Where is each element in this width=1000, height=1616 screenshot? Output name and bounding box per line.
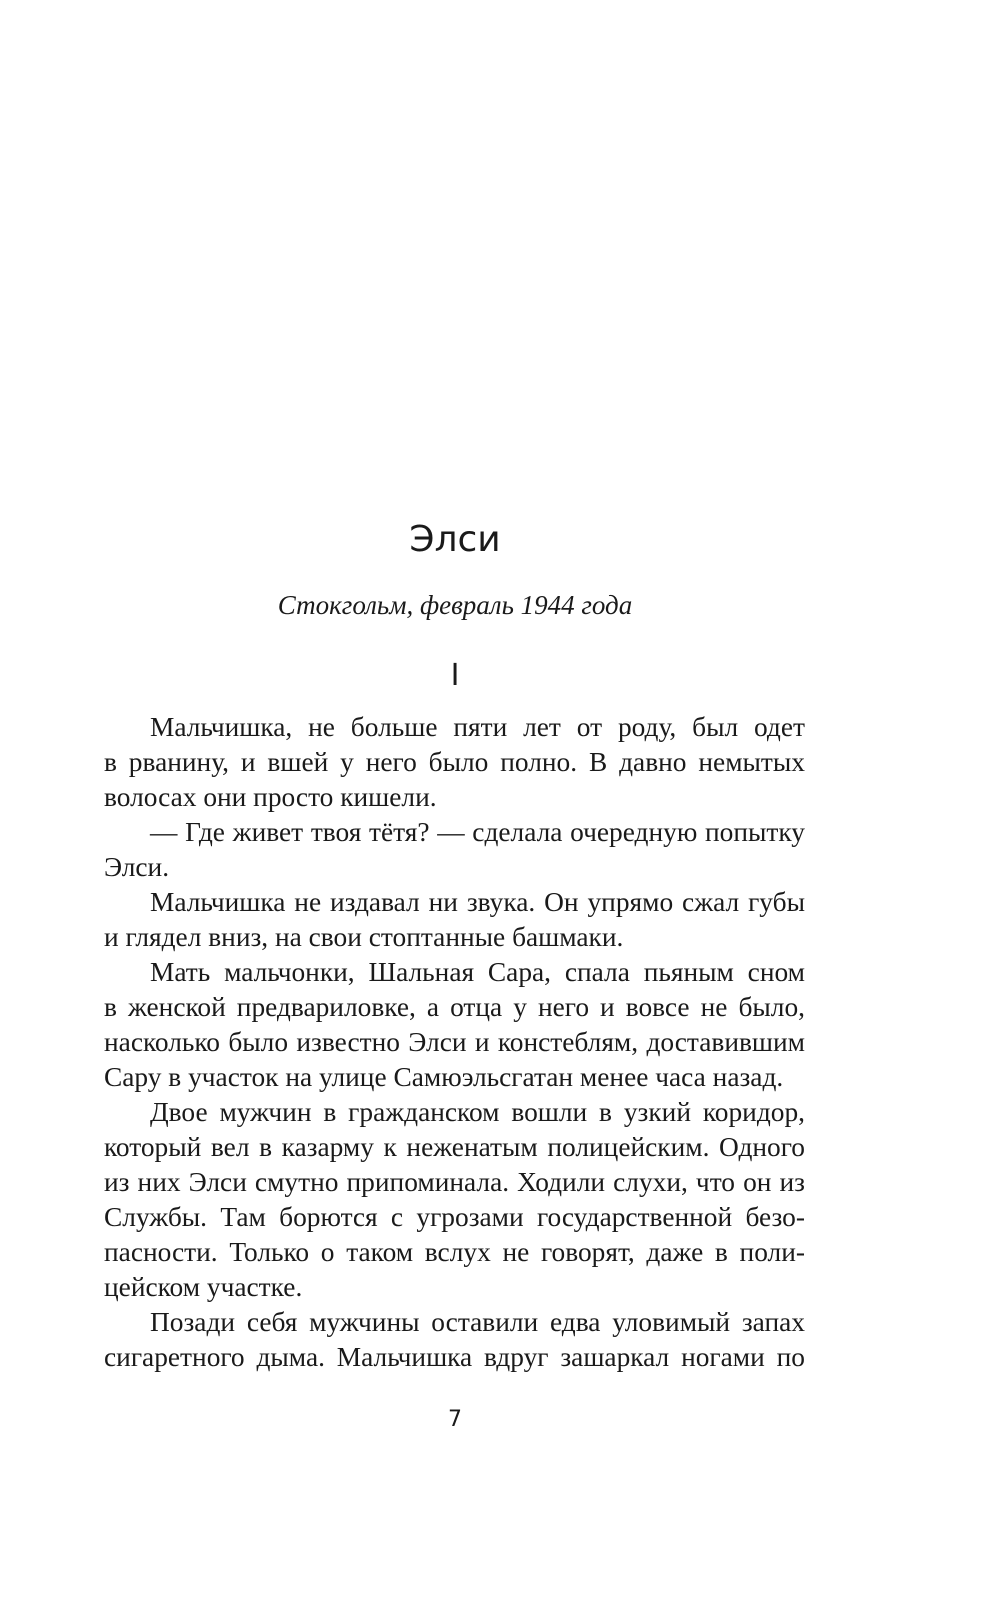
text-line: волосах они просто кишели. xyxy=(104,782,437,812)
text-line: — Где живет твоя тётя? — сделала очередную попытку xyxy=(150,817,805,847)
text-line: Мальчишка, не больше пяти лет от роду, был одет xyxy=(150,712,805,742)
section-numeral: I xyxy=(450,658,460,693)
text-line: насколько было известно Элси и констеблям, доставившим xyxy=(104,1027,805,1057)
text-line: Мать мальчонки, Шальная Сара, спала пьяным сном xyxy=(150,957,805,987)
text-line: Сару в участок на улице Самюэльсгатан менее часа назад. xyxy=(104,1062,784,1092)
body-text xyxy=(104,710,805,1375)
text-line: сигаретного дыма. Мальчишка вдруг зашаркал ногами по xyxy=(104,1342,805,1372)
text-line: Мальчишка не издавал ни звука. Он упрямо сжал губы xyxy=(150,887,805,917)
text-line: в женской предвариловке, а отца у него и вовсе не было, xyxy=(104,992,805,1022)
text-line: и глядел вниз, на свои стоптанные башмаки. xyxy=(104,922,624,952)
text-line: который вел в казарму к неженатым полицейским. Одного xyxy=(104,1132,805,1162)
text-line: Элси. xyxy=(104,852,170,882)
text-line: пасности. Только о таком вслух не говорят, даже в поли- xyxy=(104,1237,805,1267)
text-line: Позади себя мужчины оставили едва уловимый запах xyxy=(150,1307,805,1337)
text-line: цейском участке. xyxy=(104,1272,303,1302)
page-number: 7 xyxy=(448,1407,462,1432)
text-line: в рванину, и вшей у него было полно. В давно немытых xyxy=(104,747,805,777)
text-line: Службы. Там борются с угрозами государственной безо- xyxy=(104,1202,805,1232)
text-line: из них Элси смутно припоминала. Ходили слухи, что он из xyxy=(104,1167,805,1197)
chapter-title: Элси xyxy=(409,519,501,560)
chapter-subtitle: Стокгольм, февраль 1944 года xyxy=(277,590,633,620)
text-line: Двое мужчин в гражданском вошли в узкий коридор, xyxy=(150,1097,805,1127)
